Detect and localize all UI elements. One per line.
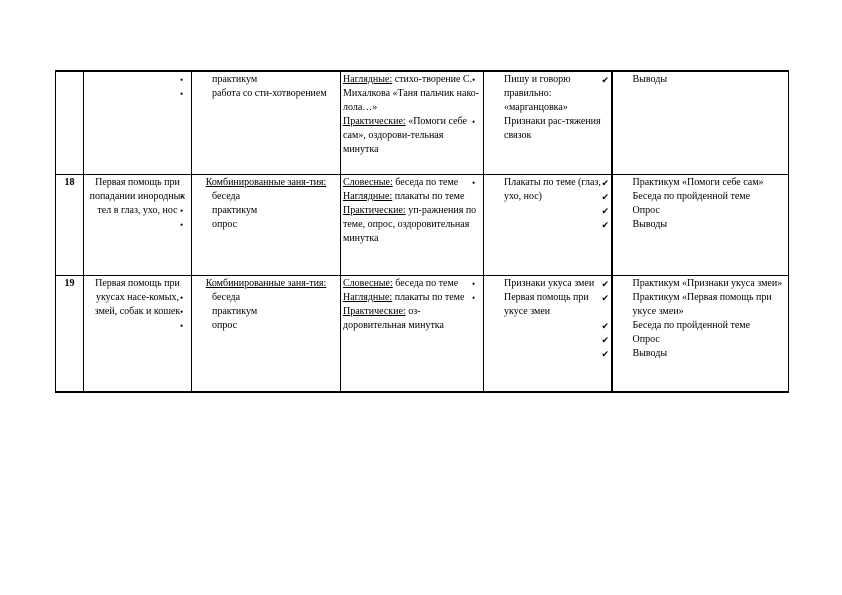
list-item: • Плакаты по теме (глаз, ухо, нос) [486,176,609,204]
list-item: • Признаки рас-тяжения связок [486,115,609,143]
lesson-form-cell [192,71,341,174]
list-item: ✔ Выводы [615,73,787,87]
outcomes-list [615,176,787,232]
list-item: • практикум [194,73,338,87]
list-item: • опрос [194,218,338,232]
method-entry [343,176,481,190]
method-text: «Помоги себе сам», оздорови-тельная минутка [343,116,467,155]
list-item: • практикум [194,204,338,218]
list-item: • работа со сти-хотворением [194,87,338,101]
lesson-number: 19 [56,275,84,392]
lesson-plan-table [55,70,789,393]
list-item: ✔ Практикум «Признаки укуса змеи» [615,277,787,291]
list-item: ✔ Выводы [615,218,787,232]
method-text: плакаты по теме [392,291,465,303]
list-item: ✔ Выводы [615,347,787,361]
list-item: • Признаки укуса змеи [486,277,609,291]
list-item: • беседа [194,291,338,305]
list-item: ✔ Практикум «Первая помощь при укусе змеи» [615,291,787,319]
form-list [194,73,338,101]
form-title: Комбинированные заня-тия: [205,176,327,188]
method-label: Практические: [343,204,406,216]
means-cell [484,275,612,392]
list-item: • беседа [194,190,338,204]
method-label: Наглядные: [343,190,393,202]
method-text: беседа по теме [392,277,459,289]
method-label: Практические: [343,116,406,127]
means-cell [484,71,612,174]
outcomes-list [615,73,787,87]
lesson-number [56,71,84,174]
table-row [56,71,789,174]
method-entry [343,277,481,291]
method-entry [343,115,481,157]
lesson-form-cell [192,174,341,275]
outcomes-cell [612,174,789,275]
lesson-number: 18 [56,174,84,275]
lesson-topic [84,71,192,174]
method-entry [343,305,481,333]
outcomes-cell [612,275,789,392]
method-label: Словесные: [343,176,393,188]
outcomes-cell [612,71,789,174]
outcomes-list [615,277,787,361]
method-text: оз-доровительная минутка [343,305,444,331]
methods-cell [341,174,484,275]
form-list [194,190,338,232]
lesson-topic: Первая помощь при попадании инородных тел в глаз, ухо, нос [84,174,192,275]
list-item: • практикум [194,305,338,319]
list-item: ✔ Опрос [615,204,787,218]
list-item: • опрос [194,319,338,333]
lesson-topic: Первая помощь при укусах насе-комых, змей, собак и кошек [84,275,192,392]
method-label: Практические: [343,305,406,317]
method-text: уп-ражнения по теме, опрос, оздоровительная минутка [343,204,477,244]
method-text: плакаты по теме [392,190,465,202]
means-list [486,73,609,143]
method-entry [343,73,481,115]
list-item: ✔ Практикум «Помоги себе сам» [615,176,787,190]
method-entry [343,190,481,204]
method-label: Наглядные: [343,291,393,303]
method-entry [343,291,481,305]
table-row [56,174,789,275]
form-title: Комбинированные заня-тия: [205,277,327,289]
form-list [194,291,338,333]
method-label: Наглядные: [343,74,393,85]
methods-cell [341,275,484,392]
methods-cell [341,71,484,174]
list-item: • Пишу и говорю правильно: «марганцовка» [486,73,609,115]
method-entry [343,204,481,246]
method-text: стихо-творение С. Михалкова «Таня пальчик нако-лола…» [343,74,480,113]
means-list [486,277,609,319]
method-label: Словесные: [343,277,393,289]
table-row [56,275,789,392]
method-text: беседа по теме [392,176,459,188]
list-item: ✔ Беседа по пройденной теме [615,190,787,204]
means-cell [484,174,612,275]
list-item: ✔ Беседа по пройденной теме [615,319,787,333]
list-item: ✔ Опрос [615,333,787,347]
lesson-form-cell [192,275,341,392]
list-item: • Первая помощь при укусе змеи [486,291,609,319]
means-list [486,176,609,204]
